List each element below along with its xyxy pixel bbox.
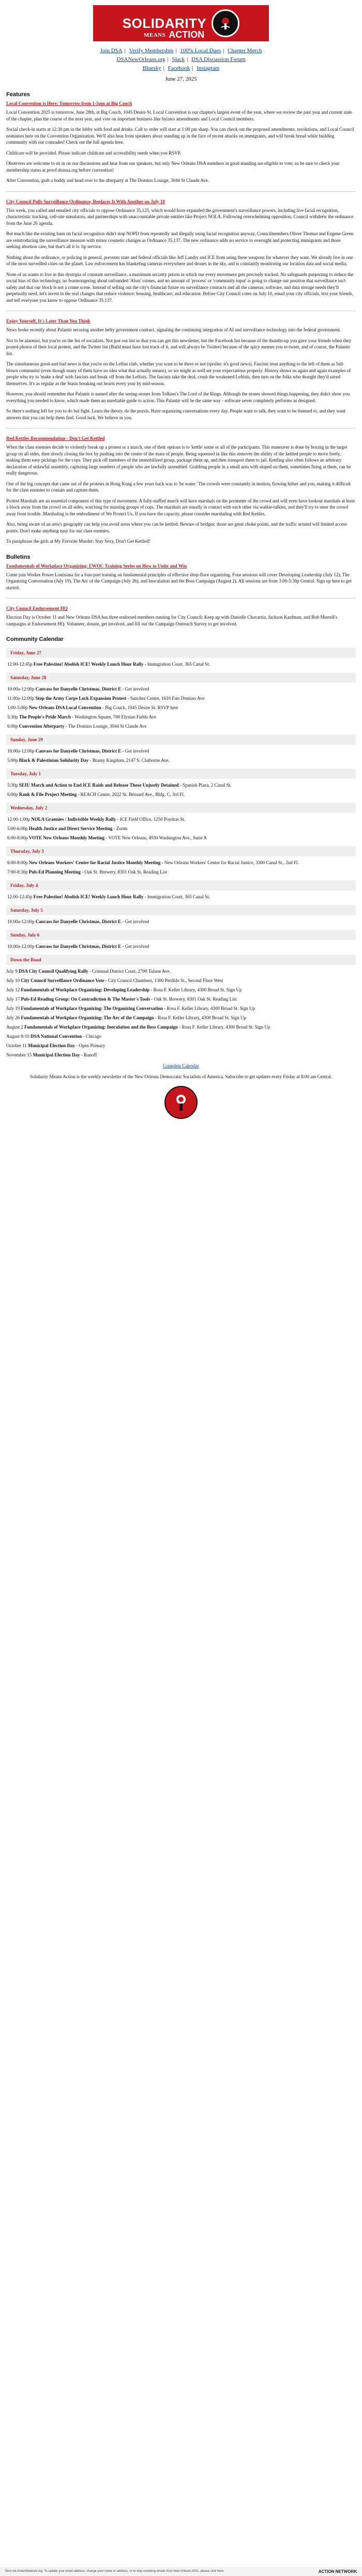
event-detail: - Get involved — [122, 686, 149, 692]
link-join-dsa[interactable]: Join DSA — [100, 48, 123, 54]
feature-paragraph: The simultaneous good-and-bad news is that you're on the Leftist club, whether you want to be there or not (spoiler: it's good news). Fascists treat anything to the left of them as full-blown communist (even though many of them have no idea what that actually means), so we might as well set your expectations properly. History shows us again and again examples of people who try to 'make a deal' with fascists and break off from the Leftists. The fascists take the deal, crush the weakened Leftists, then turn on the folks who thought they'd saved themselves. It's as regular as the Stasis breaking out hearts every year by mid-season. — [6, 361, 351, 386]
road-title: DSA City Council Qualifying Rally — [19, 969, 88, 974]
feature-paragraph: Nothing about the ordinance, or policing in general, prevents state and federal officials like Jeff Landry and ICE from using these weapons for whatever they want. We already live in one of the most surveilled cities on the planet. Law enforcement has blanketing cameras everywhere and drones in the sky, and is constantly monitoring our location data and social media. — [6, 254, 353, 266]
event-time: 10:00a-12:00p — [7, 748, 35, 754]
dsa-rose-logo — [212, 9, 239, 37]
feature-paragraph: One of the big concepts that came out of the protests in Hong Kong a few years back was to 'be water.' The crowds were constantly in motion, flowing hither and yon, making it difficult for the class enemies to contain and capture them. — [6, 481, 351, 493]
feature-title[interactable]: Red Kettles Recommendation - Don't Get Kettled — [6, 436, 105, 441]
feature-paragraph: Protest Marshals are an essential component of this type of movement. A fully-staffed march will have marshals on the perimeter of the crowd and will even have lookout marshals at least a block away from the crowd on all sides, watching for massing groups of cops. The marshals are usually in contact with each other via walkie-talkies, and they'll try to steer the crowd away from trouble. Marshaling is the embodiment of We Protect Us. If you have the capacity, please consider marshaling with Red Kettles. — [6, 498, 355, 516]
bulletin-paragraph: Come join Worker Power Louisiana for a four-part training on fundamental principles of effective shop-floor organizing. Four sessions will cover Developing Leadership (July 12), The Organizing Conversation (July 19), The Arc of the Campaign (July 26), and Inoculation and the Boss Campaign (August 2). All sessions are from 3:00-5:30p Central. Sign up here to get started. — [6, 572, 352, 590]
event-time: 6:00p — [7, 724, 18, 729]
feature-paragraph: Also, being aware of an area's geography can help you avoid areas where you can be kettled. Beware of bridges: those are great choke points, and the traffic around will limited access points. Don't make anything easy for our class enemies. — [6, 522, 347, 533]
link-verify-membership[interactable]: Verify Membership — [129, 48, 174, 54]
event-time: 12:00-12:45p — [7, 894, 33, 899]
bottom-bar-text[interactable]: Sent via ActionNetwork.org. To update your email address, change your name or address, or to stop receiving emails from New Orleans DSA, please click here. — [5, 2570, 224, 2573]
road-date: August 2 — [6, 1024, 23, 1030]
rose-fist-icon — [216, 14, 235, 33]
header-links — [6, 47, 356, 73]
event-detail: - Get involved — [122, 944, 149, 949]
down-the-road-heading: Down the Road — [6, 955, 356, 965]
calendar-days — [6, 648, 356, 949]
event-time: 12:00-1:00p — [7, 817, 30, 822]
road-detail: - Criminal District Court, 2700 Tulane Ave. — [89, 969, 171, 974]
link-slack[interactable]: Slack — [172, 56, 185, 63]
feature-paragraph: This week, you called and emailed city officials to oppose Ordinance 35,125, which would have expanded the government's surveillance powers, including live facial recognition, characteristic tracking, cell-site simulators, and partnerships with unaccountable private entities like Project NOLA. Following overwhelming opposition, Council withdrew the ordinance from the June 26 agenda. — [6, 207, 354, 226]
feature-surveillance — [6, 199, 356, 304]
rose-fist-icon — [170, 1091, 192, 1114]
calendar-heading: Community Calendar — [6, 636, 64, 642]
road-event — [6, 1005, 356, 1011]
road-event — [6, 1033, 356, 1039]
event-title: Free Palestine! Abolish ICE! Weekly Lunch Hour Rally — [33, 662, 144, 667]
complete-calendar — [6, 1063, 356, 1068]
road-event — [6, 996, 356, 1002]
feature-paragraph: Observers are welcome to sit in on our discussions and hear from our speakers, but only New Orleans DSA members in good standing are eligible to vote, so be sure to check your membership status at proof.dsausa.org before convention! — [6, 161, 340, 173]
calendar-day-heading: Wednesday, July 2 — [6, 803, 356, 813]
feature-paragraph: But much like the existing bans on facial recognition didn't stop NOPD from repeatedly and illegally using facial recognition anyway, Councilmembers Oliver Thomas and Eugene Green are reintroducing the surveillance measure with minor cosmetic changes as Ordinance 35,137. The new ordinance adds no service to oversight and protecting immigrants and those seeking abortion care, but that's all it is: lip service. — [6, 231, 354, 249]
event-time: 5:30p — [7, 714, 18, 719]
feature-paragraph: News broke recently about Palantir securing another hefty government contract, signaling the continuing integration of AI and surveillance technology into the federal government. — [6, 327, 341, 332]
event-detail: - Immigration Court, 365 Canal St. — [144, 662, 210, 667]
event-title: Free Palestine! Abolish ICE! Weekly Lunch Hour Rally — [33, 894, 144, 899]
event-detail: - Big Couch, 1045 Desire St. RSVP here — [102, 705, 178, 710]
road-detail: - City Council Chambers, 1300 Perdido St., Second Floor West — [105, 978, 223, 983]
calendar-event — [6, 714, 356, 720]
feature-paragraph: To paraphrase the girls at My Favorite Murder: Stay Sexy, Don't Get Kettled! — [6, 539, 150, 544]
features-heading: Features — [6, 91, 30, 98]
feature-paragraph: After Convention, grab a buddy and head over to the afterparty at The Domino Lounge, 3044 St Claude Ave. — [6, 178, 209, 183]
header-banner — [93, 5, 269, 41]
feature-paragraph: Social check-in starts at 12:30 pm in the lobby with food and drinks. Call to order will start at 1:00 pm sharp. You can check out the proposed amendments, resolutions, and Local Council nominees here on the Convention Organization. We'll also hear from speakers about standing up in the face of recent attacks on immigrants, and will break bread while building community with our comrades! Check out the full agenda here. — [6, 127, 354, 145]
bulletin-title[interactable]: Fundamentals of Workplace Organizing: EWOC Training Series on How to Unite and Win — [6, 563, 187, 569]
event-title: SEIU March and Action to End ICE Raids and Release Those Unjustly Detained — [19, 783, 179, 788]
link-local-dues[interactable]: 100% Local Dues — [180, 48, 221, 54]
event-time: 12:00-12:45p — [7, 662, 33, 667]
road-detail: - Rosa F. Keller Library, 4300 Broad St. Sign Up — [179, 1024, 270, 1030]
feature-red-kettles — [6, 436, 356, 545]
feature-convention — [6, 101, 356, 184]
header-links-row1: Join DSA | Verify Membership | 100% Local Dues | Chapter Merch — [100, 48, 262, 54]
header-links-row2: DSANewOrleans.org | Slack | DSA Discussion Forum — [116, 56, 246, 63]
feature-paragraph: Local Convention 2025 is tomorrow, June 28th, at Big Couch, 1045 Desire St. Local Convention is our chapter's largest event of the year, where we review the past year and current state of the chapter, plan the course of the next year, and vote on important business like bylaws amendments and Local Council members. — [6, 110, 352, 121]
link-facebook[interactable]: Facebook — [168, 65, 190, 71]
road-detail: - Oak St. Brewery, 8301 Oak St. Reading List — [151, 996, 237, 1002]
calendar-day-heading: Friday, July 4 — [6, 880, 356, 891]
link-discussion-forum[interactable]: DSA Discussion Forum — [191, 56, 246, 63]
event-detail: - Spanish Plaza, 2 Canal St. — [179, 783, 232, 788]
event-title: NOLA Grannies / Indivisible Weekly Rally — [31, 817, 116, 822]
divider — [6, 598, 356, 599]
bulletin-title[interactable]: City Council Endorsement HQ — [6, 606, 68, 611]
road-date: July 10 — [6, 978, 20, 983]
calendar-event — [6, 748, 356, 754]
calendar-event — [6, 723, 356, 729]
event-time: 10:00a-12:00p — [7, 919, 35, 924]
calendar-day-heading: Thursday, July 3 — [6, 846, 356, 856]
header-links-row3: Bluesky | Facebook | Instagram — [142, 65, 220, 71]
banner-word-solidarity: SOLIDARITY — [122, 15, 207, 31]
calendar-day-heading: Saturday, June 28 — [6, 672, 356, 683]
event-time: 6:00-8:00p — [7, 860, 28, 865]
calendar-event — [6, 791, 356, 798]
road-detail: - Rosa F. Keller Library, 4300 Broad St. Sign Up — [163, 1006, 255, 1011]
road-event — [6, 1052, 356, 1058]
road-date: July 12 — [6, 987, 20, 992]
calendar-event — [6, 894, 356, 900]
event-time: 10:00a-12:00p — [7, 944, 35, 949]
event-time: 5:30p — [7, 783, 18, 788]
bottom-bar — [0, 2567, 362, 2576]
event-time: 6:00-8:00p — [7, 835, 28, 840]
feature-paragraph: None of us wants to live in this dystopia of constant surveillance, a maximum security prison in which our every movement gets precisely tracked. No safeguards purporting to reduce the social bias of this technology, no fearmongering about unfounded 'Aban' crimes, and no amount of 'process' or 'community input' is going to change our position that surveillance isn't safety and that our block is not a crime scene. Instead of selling out the city's financial future on surveillance contracts and all the cameras, software, and data storage needs they'll perpetually need, let's invest in the real changes that reduce violence: housing, healthcare, and education. Before City Council votes on July 10, email your city officials, text your friends, and tell everyone you know to oppose Ordinance 35,137. — [6, 271, 354, 303]
calendar-event — [6, 661, 356, 667]
road-date: July 19 — [6, 1006, 20, 1011]
event-detail: - Zoom — [113, 826, 128, 831]
road-detail: - Rosa F. Keller Library, 4300 Broad St. Sign Up — [155, 1015, 246, 1020]
event-detail: - Immigration Court, 365 Canal St. — [144, 894, 210, 899]
bulletin-paragraph: Election Day is October 11 and New Orleans DSA has three endorsed members running for City Council: Keep up with Danielle Chavarria, Jackson Kaufman, and Bob Murrell's campaigns at Endorsement HQ. Volunteer, donate, get involved, and fill out the Campaign Outreach Survey to get involved. — [6, 615, 338, 626]
calendar-event — [6, 757, 356, 763]
road-event — [6, 1024, 356, 1030]
down-the-road-list — [6, 968, 356, 1058]
event-title: Health Justice and Direct Service Meeting — [28, 826, 113, 831]
event-title: Stop the Army Corps Lock Expansion Protest — [35, 696, 127, 701]
feature-paragraph: Not to be alarmist, but you're on the list of socialists. Not just our list so that you can get this newsletter, but the Facebook list because of the thumbs-up you gave your friends when they posted photos of their local protest, and the Twitter list (Build must have lost track of it, and will always be Twitter) because of the spicy memes you re-tweet, and of course, the Palantir list. — [6, 338, 352, 356]
calendar-event — [6, 782, 356, 788]
road-date: July 26 — [6, 1015, 20, 1020]
feature-title[interactable]: City Council Pulls Surveillance Ordinance, Replaces It With Another on July 10 — [6, 198, 165, 204]
calendar-event — [6, 825, 356, 832]
event-detail: - Get involved — [122, 919, 149, 924]
calendar-event — [6, 704, 356, 711]
road-date: August 8-10 — [6, 1034, 29, 1039]
calendar-day-heading: Saturday, July 5 — [6, 905, 356, 915]
event-title: Canvass for Danyelle Christmas, District E — [35, 944, 122, 949]
banner-word-action: ACTION — [169, 29, 205, 40]
road-title: Pub-Ed Reading Group: On Contradiction & The Master's Tools — [21, 996, 150, 1002]
complete-calendar-link[interactable]: Complete Calendar — [163, 1063, 199, 1068]
event-title: New Orleans DSA Local Convention — [28, 705, 101, 710]
event-detail: - ICE Field Office, 1250 Poydras St. — [117, 817, 185, 822]
event-detail: - Get involved — [122, 748, 149, 754]
event-title: The People's Pride March — [19, 714, 71, 719]
bulletin-endorsement-hq — [6, 606, 356, 627]
event-time: 1:00-5:00p — [7, 705, 28, 710]
bulletin-workplace-organizing — [6, 563, 356, 591]
road-title: Fundamentals of Workplace Organizing: Developing Leadership — [21, 987, 150, 992]
action-network-logo: ACTION NETWORK — [318, 2569, 357, 2574]
newsletter-body — [6, 5, 356, 1119]
road-title: Fundamentals of Workplace Organizing: The Organizing Conversation — [21, 1006, 163, 1011]
road-date: November 15 — [6, 1052, 32, 1057]
event-detail: - The Domino Lounge, 3044 St Claude Ave — [65, 724, 147, 729]
event-title: Black & Palestinian Solidarity Day — [19, 758, 89, 763]
event-detail: - Sanchez Center, 1616 Fats Domino Ave — [127, 696, 205, 701]
footer-text: Solidarity Means Action is the weekly newsletter of the New Orleans Democratic Socialists of America. Subscribe to get updates every Friday at 8:00 am Central. — [29, 1074, 333, 1079]
event-time: 11:00a-12:00p — [7, 696, 35, 701]
event-title: Canvass for Danyelle Christmas, District E — [35, 919, 122, 924]
event-title: Convention Afterparty — [19, 724, 65, 729]
calendar-day-heading: Sunday, June 29 — [6, 734, 356, 745]
event-title: Canvass for Danyelle Christmas, District E — [35, 686, 122, 692]
link-bluesky[interactable]: Bluesky — [142, 65, 161, 71]
calendar-event — [6, 816, 356, 822]
link-instagram[interactable]: Instagram — [197, 65, 220, 71]
road-event — [6, 977, 356, 984]
calendar-event — [6, 695, 356, 701]
banner-word-means: MEANS — [144, 32, 166, 38]
event-time: 10:00a-12:00p — [7, 686, 35, 692]
event-title: Canvass for Danyelle Christmas, District E — [35, 748, 122, 754]
feature-title[interactable]: Enjoy Yourself, It's Later Than You Think — [6, 318, 90, 324]
feature-paragraph: Childcare will be provided. Please indicate childcare and accessibility needs when you RSVP. — [6, 150, 181, 156]
calendar-event — [6, 869, 356, 875]
event-time: 5:00-6:00p — [7, 826, 28, 831]
link-chapter-merch[interactable]: Chapter Merch — [228, 48, 262, 54]
event-detail: - Bramy Kingdom, 2147 S. Claiborne Ave. — [89, 758, 170, 763]
calendar-event — [6, 918, 356, 925]
calendar-day-heading: Friday, June 27 — [6, 648, 356, 658]
calendar-event — [6, 835, 356, 841]
road-title: DSA National Convention — [31, 1034, 82, 1039]
road-detail: - Runoff — [81, 1052, 97, 1057]
calendar-event — [6, 686, 356, 692]
event-detail: - New Orleans Workers' Center for Racial Justice, 3300 Canal St., 2nd Fl. — [161, 860, 299, 865]
event-time: 5:00p — [7, 758, 18, 763]
feature-paragraph: When the class enemies decide to violently break up a protest or a march, one of their options is to 'kettle' some or all of the participants. This maneuver is done by boxing in the target group on all sides, then slowly closing the box by pushing into the centre of the mass of people. Being squeezed in like this removes the ability of the kettled people to move freely, making them easy pickings for the cops. They pick off members of the immobilized group, package them up, and then transport them to jail. Kettling also often follows an arbitrary declaration of unlawful assembly, capturing large numbers of people who are lawfully assembled. Grabbing people in a small area with sloped on them, sometimes firing at them, can be really dangerous. — [6, 444, 351, 476]
calendar-day-heading: Sunday, July 6 — [6, 930, 356, 940]
footer-rose-logo — [164, 1086, 198, 1119]
event-detail: - Washington Square, 700 Elysian Fields Ave — [72, 714, 156, 719]
road-title: Municipal Election Day — [33, 1052, 80, 1057]
event-title: VOTE New Orleans Monthly Meeting — [28, 835, 105, 840]
event-title: Pub-Ed Planning Meeting — [28, 869, 81, 875]
road-title: City Council Surveillance Ordinance Vote — [21, 978, 104, 983]
road-event — [6, 1042, 356, 1049]
feature-enjoy-yourself — [6, 318, 356, 421]
road-title: Fundamentals of Workplace Organizing: Inoculation and the Boss Campaign — [24, 1024, 178, 1030]
calendar-event — [6, 943, 356, 949]
feature-title[interactable]: Local Convention is Here: Tomorrow from 1-5pm at Big Couch — [6, 101, 132, 106]
road-event — [6, 968, 356, 974]
event-detail: - Oak St. Brewery, 8301 Oak St. Reading List — [82, 869, 168, 875]
calendar-day-heading: Tuesday, July 1 — [6, 769, 356, 779]
road-date: October 11 — [6, 1043, 27, 1048]
event-title: Rank & File Project Meeting — [19, 792, 77, 797]
road-detail: - Rosa F. Keller Library, 4300 Broad St. Sign Up — [150, 987, 242, 992]
link-website[interactable]: DSANewOrleans.org — [116, 56, 165, 63]
issue-date: June 27, 2025 — [165, 76, 197, 82]
event-detail: - VOTE New Orleans, 4930 Washington Ave., Suite A — [105, 835, 207, 840]
road-detail: - Open Primary — [76, 1043, 105, 1048]
calendar-event — [6, 860, 356, 866]
event-time: 6:00p — [7, 792, 18, 797]
road-event — [6, 987, 356, 993]
road-title: Municipal Election Day — [28, 1043, 76, 1048]
feature-paragraph: However, you should remember that Palantir is named after the seeing-stones from Tolkien's The Lord of the Rings. Although the stones showed things happening, they didn't show you everything you needed to know, which made them an unreliable guide to action. This Palantir will be the same way - software never completely performs as designed. — [6, 391, 350, 403]
feature-paragraph: So there's nothing left for you to do but fight. Learn the theory, do the praxis. Have organizing conversations every day. People want to talk, they want to be listened to, and they want answers that you can help them find. Good luck. We believe in you. — [6, 408, 345, 420]
event-title: New Orleans Workers' Center for Racial Justice Monthly Meeting — [28, 860, 161, 865]
bulletins-heading: Bulletins — [6, 554, 31, 560]
road-date: July 17 — [6, 996, 20, 1002]
road-title: Fundamentals of Workplace Organizing: The Arc of the Campaign — [21, 1015, 154, 1020]
road-detail: - Chicago — [83, 1034, 102, 1039]
road-date: July 9 — [6, 969, 18, 974]
event-detail: - REACH Center, 2022 St. Bernard Ave., Bldg. C, 3rd Fl. — [78, 792, 185, 797]
event-time: 7:00-8:30p — [7, 869, 28, 875]
divider — [6, 191, 356, 192]
road-event — [6, 1015, 356, 1021]
